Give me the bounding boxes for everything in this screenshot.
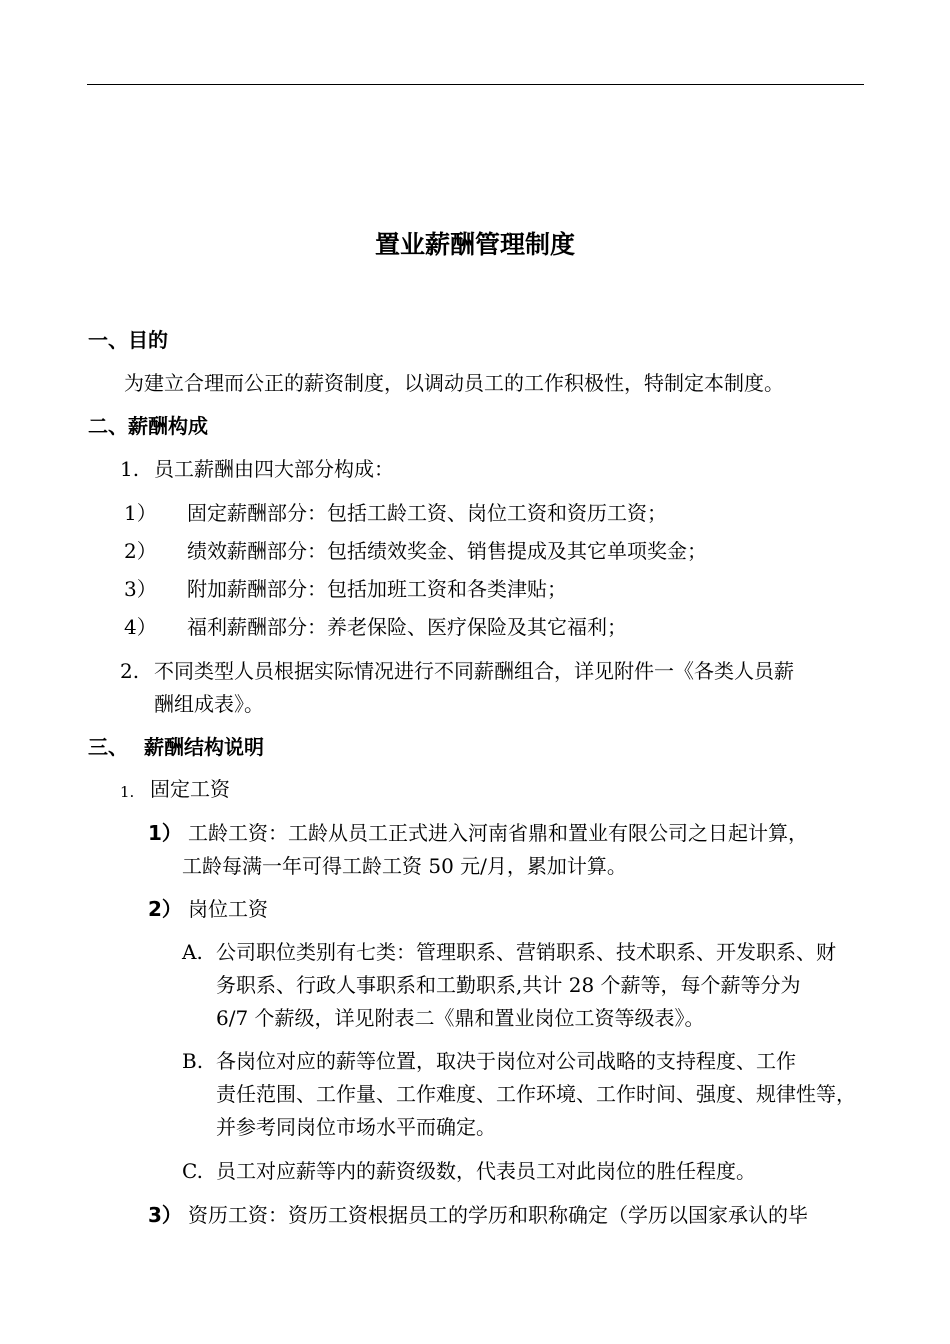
section3-heading-text: 薪酬结构说明 xyxy=(144,735,264,759)
subitem-number: 4） xyxy=(124,615,157,639)
section2-item2-line1: 不同类型人员根据实际情况进行不同薪酬组合，详见附件一《各类人员薪 xyxy=(154,659,794,683)
sub3-number: 3） xyxy=(148,1203,182,1227)
subitem-text: 固定薪酬部分：包括工龄工资、岗位工资和资历工资； xyxy=(187,501,667,525)
point-c-text: 员工对应薪等内的薪资级数，代表员工对此岗位的胜任程度。 xyxy=(216,1159,756,1183)
point-c-label: C. xyxy=(182,1159,203,1183)
sub3-text: 资历工资：资历工资根据员工的学历和职称确定（学历以国家承认的毕 xyxy=(188,1203,808,1227)
subitem-text: 绩效薪酬部分：包括绩效奖金、销售提成及其它单项奖金； xyxy=(187,539,707,563)
subitem-text: 福利薪酬部分：养老保险、医疗保险及其它福利； xyxy=(187,615,627,639)
sub1-line1: 工龄工资：工龄从员工正式进入河南省鼎和置业有限公司之日起计算， xyxy=(188,821,808,845)
section1-heading: 一、目的 xyxy=(88,328,168,352)
point-b-line2: 责任范围、工作量、工作难度、工作环境、工作时间、强度、规律性等， xyxy=(216,1082,856,1106)
subitem-number: 3） xyxy=(124,577,157,601)
subitem-number: 1） xyxy=(124,501,157,525)
point-a-line1: 公司职位类别有七类：管理职系、营销职系、技术职系、开发职系、财 xyxy=(216,940,836,964)
section2-item1-text: 员工薪酬由四大部分构成： xyxy=(154,457,394,481)
sub1-line2: 工龄每满一年可得工龄工资 50 元/月，累加计算。 xyxy=(182,854,627,878)
document-title: 置业薪酬管理制度 xyxy=(374,230,575,259)
section1-text: 为建立合理而公正的薪资制度，以调动员工的工作积极性，特制定本制度。 xyxy=(124,371,784,395)
point-b-label: B. xyxy=(182,1049,204,1073)
section2-heading: 二、薪酬构成 xyxy=(88,414,208,438)
section3-item1-number: 1. xyxy=(120,783,135,801)
section3-item1-text: 固定工资 xyxy=(150,777,230,801)
section3-heading-prefix: 三、 xyxy=(88,735,128,759)
point-a-line2: 务职系、行政人事职系和工勤职系,共计 28 个薪等，每个薪等分为 xyxy=(216,973,801,997)
section2-item2-number: 2. xyxy=(120,659,140,683)
point-a-label: A. xyxy=(182,940,203,964)
subitem-number: 2） xyxy=(124,539,157,563)
sub1-number: 1） xyxy=(148,821,182,845)
header-rule xyxy=(87,84,864,85)
point-b-line3: 并参考同岗位市场水平而确定。 xyxy=(216,1115,496,1139)
section2-item2-line2: 酬组成表》。 xyxy=(154,692,264,716)
point-a-line3: 6/7 个薪级，详见附表二《鼎和置业岗位工资等级表》。 xyxy=(216,1006,705,1030)
section2-item1-number: 1. xyxy=(120,457,140,481)
point-b-line1: 各岗位对应的薪等位置，取决于岗位对公司战略的支持程度、工作 xyxy=(216,1049,796,1073)
sub2-text: 岗位工资 xyxy=(188,897,268,921)
sub2-number: 2） xyxy=(148,897,182,921)
subitem-text: 附加薪酬部分：包括加班工资和各类津贴； xyxy=(187,577,567,601)
